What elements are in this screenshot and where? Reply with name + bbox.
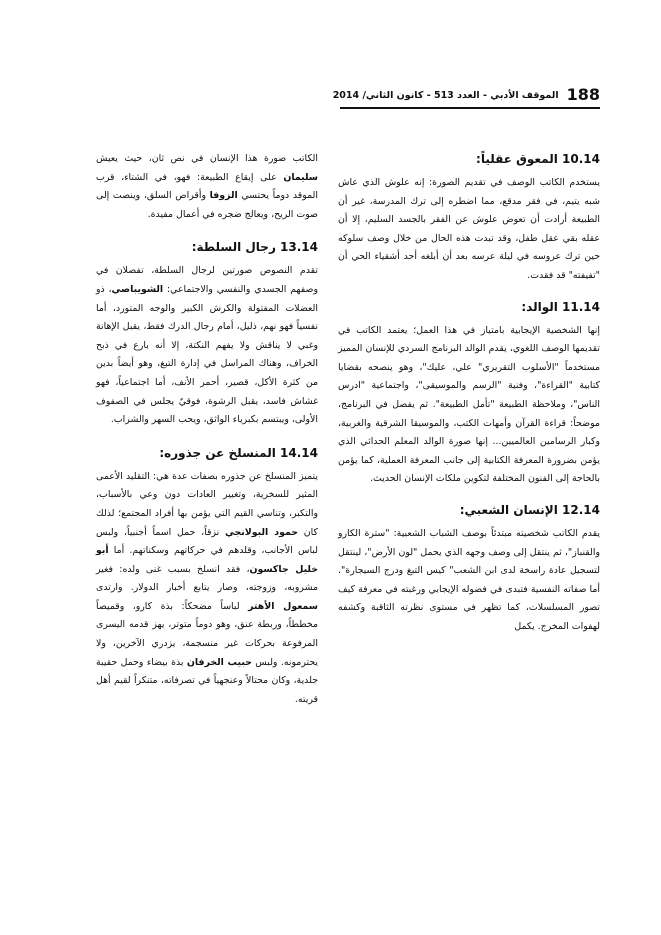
section-heading-11-14: 11.14 الوالد: — [521, 299, 600, 314]
section-body-13-14 — [96, 262, 318, 429]
name-abu-khalil: أبو خليل جاكسون — [96, 545, 318, 575]
s5-text-1: يتميز المنسلخ عن جذوره بصفات عدة هي: التقليد الأعمى المثير للسخرية، وتغيير العادات دون وعي بالأسباب، والتكبر، وتناسي القيم التي يؤمن بها أفراد المجتمع؛ لذلك كان — [96, 470, 318, 538]
intro-text-3: وأقراص السلق، وينصت إلى صوت الريح، ويعالج ضجره في أعمال مفيدة. — [96, 190, 318, 220]
intro-text-2: على إيقاع الطبيعة: فهو، في الشتاء، قرب الموقد دوماً يحتسي — [96, 171, 318, 202]
name-suleiman: سليمان — [283, 171, 318, 183]
name-shuwaybasi: الشويباصي — [111, 283, 164, 295]
section-heading-10-14: 10.14 المعوق عقلياً: — [476, 152, 600, 166]
intro-text-1: الكاتب صورة هذا الإنسان في نص ثان، حيث يعيش — [96, 153, 318, 164]
page-number: 188 — [566, 85, 600, 104]
section-heading-12-14: 12.14 الإنسان الشعبي: — [459, 502, 600, 517]
section-body-10-14: يستخدم الكاتب الوصف في تقديم الصورة: إنه علوش الذي عاش شبه يتيم، في فقر مدقع، مما اضطره إلى ترك المدرسة، غير أن الطبيعة أرادت أن تعوض علوش عن الفقر بالجسد السليم، إلا أن عقله بقي عقل طفل، وقد تبدت هذه الحال من خلال وصف سلوكه حين ترك عروسه في ليلة عرسه بعد أن أبلغه أحد أشقياء الحي أن "تفيفته" قد فقدت. — [338, 177, 600, 281]
section-heading-14-14: 14.14 المنسلخ عن جذوره: — [159, 445, 318, 460]
section-body-12-14: يقدم الكاتب شخصيته مبتدئاً بوصف الشباب الشعبية: "سترة الكارو والقنباز"، ثم ينتقل إلى وصف وجهه الذي يحمل "لون الأرض"، لينتقل لتسجيل عادة راسخة لدى ابن الشعب" كيس التبغ ودرج السيجارة". أما صفاته النفسية فتبدى في فضوله الإيجابي ورغبته في معرفة كيف تصور المسلسلات، كما تظهر في مستوى نظرته الثاقبة وكشفه لهفوات المخرج. يكمل — [338, 527, 600, 632]
right-column — [338, 150, 600, 895]
name-habib: حبيب الخرفان — [186, 656, 252, 668]
running-head-title: الموقف الأدبي - العدد 513 - كانون الثاني/ 2014 — [332, 89, 559, 101]
header-rule — [340, 107, 600, 109]
name-hammoud: حمود البولانجي — [225, 526, 299, 538]
s4-text-1: تقدم النصوص صورتين لرجال السلطة، تفصلان في وصفهم الجسدي والنفسي والاجتماعي: — [96, 265, 318, 295]
s5-text-3: ، فقد انسلخ بسبب غنى ولده: فغير مشروبه، وزوجته، وصار يتابع أخبار الدولار. وارتدى — [96, 563, 318, 594]
section-heading-13-14: 13.14 رجال السلطة: — [191, 240, 318, 255]
s5-text-2: نزقاً، حمل اسماً أجنبياً، ولبس لباس الأجانب، وقلدهم في حركاتهم وسكناتهم. أما — [96, 526, 318, 557]
s5-text-4: لباساً مضحكاً: بذة كارو، وقميصاً مخططاً، وربطة عنق، وهو دوماً متوتر، يهز قدمه اليسرى المرفوعة بحركات غير منسجمة، يزدري الآخرين، ولا يحترمونه. ولبس — [96, 600, 318, 668]
section-body-11-14: إنها الشخصية الإيجابية بامتياز في هذا العمل؛ يعتمد الكاتب في تقديمها الوصف اللغوي، يقدم الوالد البرنامج السردي للإنسان المميز مستخدماً "الأسلوب التقريري" علي، عليك"، وهو ينصحه بقضايا كتابية "القراءة"، وفنية "الرسم والموسيقى"، واجتماعية "ادرس الناس"، وملاحظة الطبيعة "تأمل الطبيعة". ثم يفصل في البرنامج، موضحاً: قراءة القرآن وأمهات الكتب، والموسيقا الشرقية والغربية، وكبار الرسامين العالميين... إنها صورة الوالد المعلم الحداثي الذي يؤمن بضرورة المعرفة الكتابية إلى جانب المعرفة العملية، كما يؤمن بالحاجة إلى الفنون المختلفة لتكوين ملكات الإنسان الحديث. — [338, 324, 600, 485]
running-header — [332, 84, 600, 106]
left-column — [96, 150, 318, 895]
name-zoufa: الزوفا — [209, 190, 238, 202]
name-samoul: سمعول الأهتر — [248, 600, 318, 612]
s5-text-5: بذة بيضاء وحمل حقيبة جلدية، وكان محتالاً وعنجهياً في تصرفاته، متنكراً لقيم أهل قريته. — [96, 656, 318, 705]
section-body-14-14 — [96, 468, 318, 710]
intro-paragraph — [96, 150, 318, 224]
s4-text-2: ، ذو العضلات المفتولة والكرش الكبير والوجه المتورد، أما نفسياً فهو نهم، ذليل، أمام رجال الدرك فقط، يقبل الإهانة وغبي لا يناقش ولا يفهم النكتة، إلا أنه بارع في ذبح الخراف، وهناك المراسل في إدارة التبغ، وهو أيضاً بدين من كثرة الأكل، قصير، أحمر الأنف، أما اجتماعياً، فهو غشاش فاسد، يقبل الرشوة، فوقيٌ يجلس في الصفوف الأولى، ويبتسم بكبرياء الواثق، ويحب السهر والشراب. — [96, 283, 318, 426]
